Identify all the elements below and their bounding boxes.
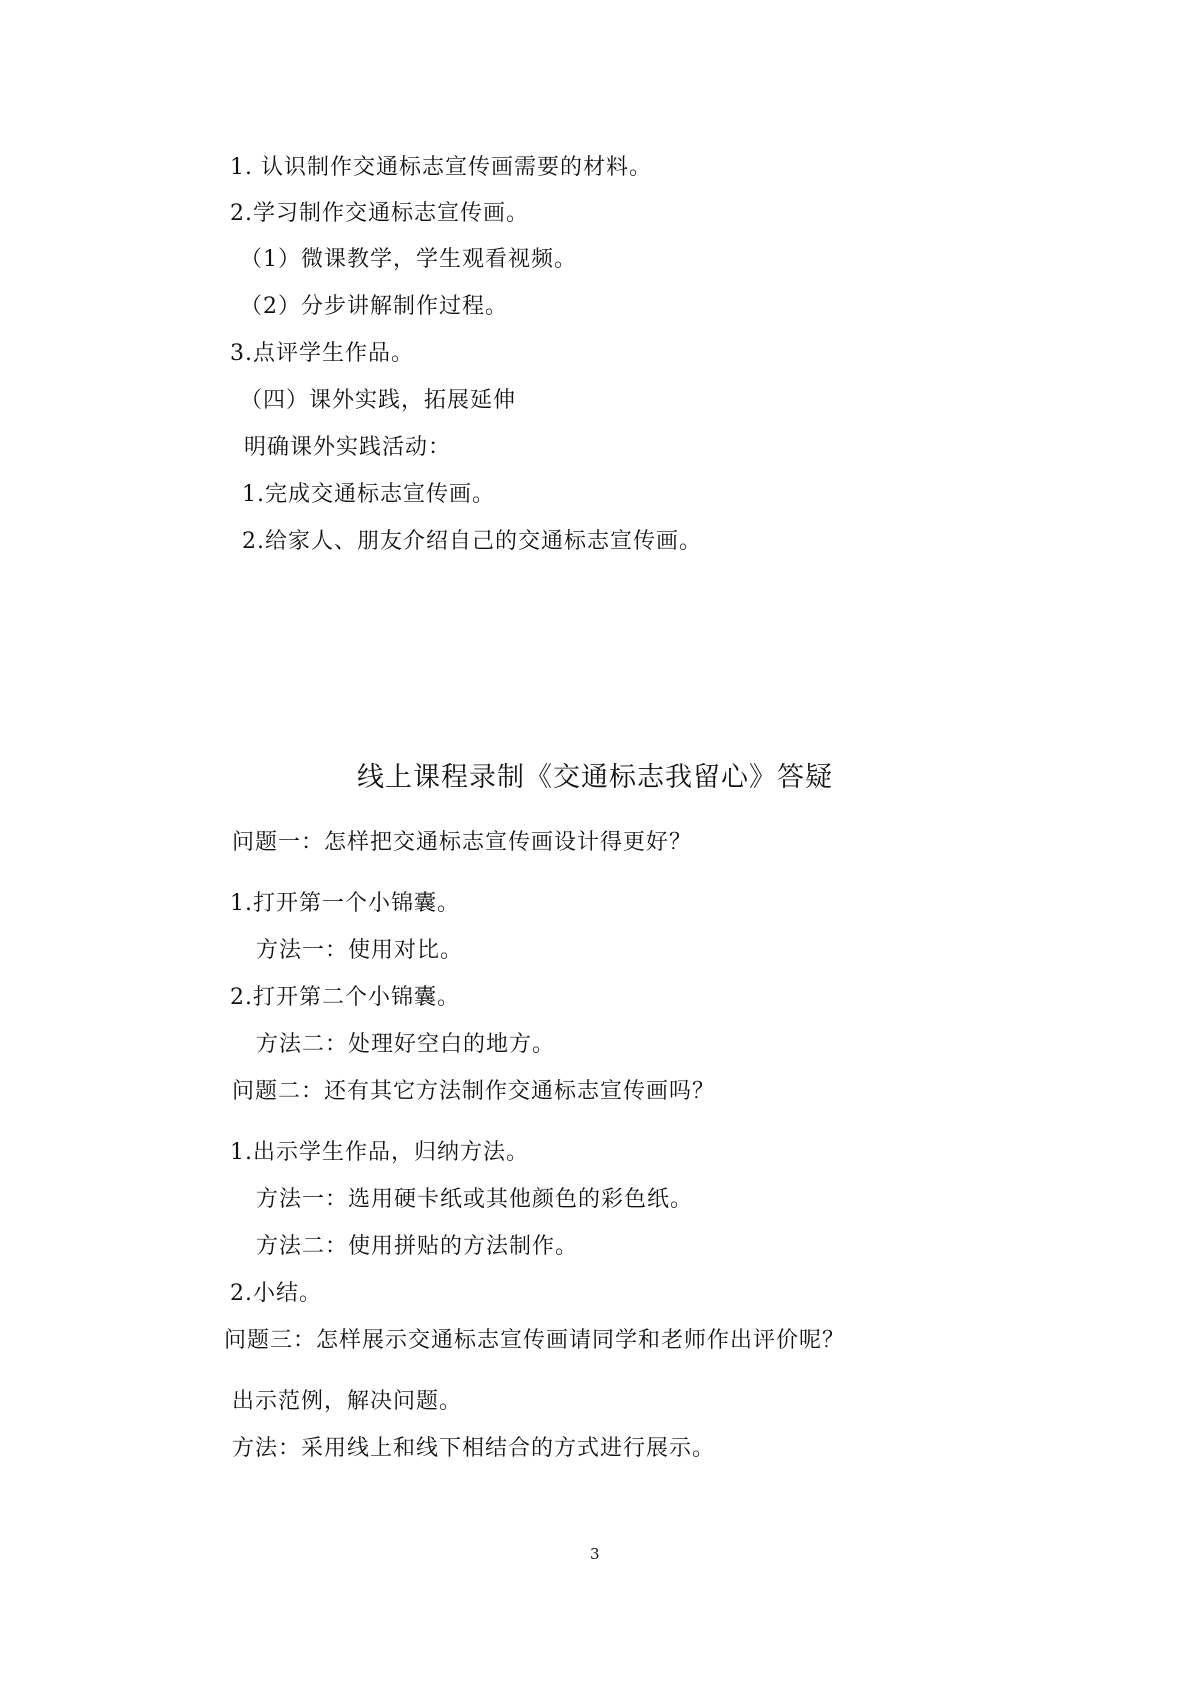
step-materials: 1. 认识制作交通标志宣传画需要的材料。 [230, 155, 652, 180]
q3-example: 出示范例，解决问题。 [232, 1389, 463, 1414]
substep-micro-lesson: （1）微课教学，学生观看视频。 [240, 247, 577, 272]
practice-item-1: 1.完成交通标志宣传画。 [242, 482, 495, 507]
section-heading-practice: （四）课外实践，拓展延伸 [240, 388, 517, 413]
practice-item-2: 2.给家人、朋友介绍自己的交通标志宣传画。 [242, 529, 702, 554]
step-review-works: 3.点评学生作品。 [230, 341, 414, 366]
q1-step-2: 2.打开第二个小锦囊。 [230, 985, 460, 1010]
q2-step-2: 2.小结。 [230, 1281, 322, 1306]
q1-method-2: 方法二：处理好空白的地方。 [256, 1032, 556, 1057]
question-1: 问题一：怎样把交通标志宣传画设计得更好？ [232, 830, 693, 855]
page-number: 3 [590, 1545, 600, 1563]
q2-step-1: 1.出示学生作品，归纳方法。 [230, 1140, 529, 1165]
q2-method-2: 方法二：使用拼贴的方法制作。 [256, 1234, 579, 1259]
substep-explain-process: （2）分步讲解制作过程。 [240, 294, 508, 319]
q1-method-1: 方法一：使用对比。 [256, 938, 464, 963]
question-3: 问题三：怎样展示交通标志宣传画请同学和老师作出评价呢？ [224, 1328, 846, 1353]
step-learn-making: 2.学习制作交通标志宣传画。 [230, 201, 529, 226]
q2-method-1: 方法一：选用硬卡纸或其他颜色的彩色纸。 [256, 1187, 694, 1212]
q3-method: 方法：采用线上和线下相结合的方式进行展示。 [232, 1436, 716, 1461]
question-2: 问题二：还有其它方法制作交通标志宣传画吗？ [232, 1079, 716, 1104]
q1-step-1: 1.打开第一个小锦囊。 [230, 891, 460, 916]
practice-intro: 明确课外实践活动： [244, 435, 452, 460]
qa-title: 线上课程录制《交通标志我留心》答疑 [357, 762, 833, 793]
